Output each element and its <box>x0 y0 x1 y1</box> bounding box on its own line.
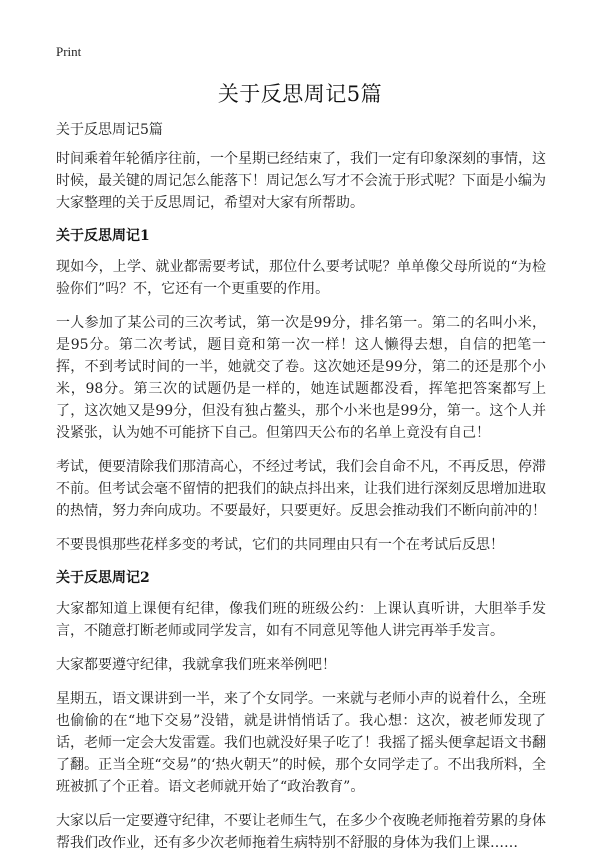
section-heading-2: 关于反思周记2 <box>56 570 150 586</box>
print-link[interactable]: Print <box>56 44 82 59</box>
section-2-paragraph-1: 大家都知道上课便有纪律，像我们班的班级公约：上课认真听讲，大胆举手发言，不随意打断老师或同学发言，如有不同意见等他人讲完再举手发言。 <box>56 601 546 639</box>
section-1-paragraph-1: 现如今，上学、就业都需要考试，那位什么要考试呢？单单像父母所说的“为检验你们”吗？不，它还有一个更重要的作用。 <box>56 259 546 297</box>
section-2-paragraph-3: 星期五，语文课讲到一半，来了个女同学。一来就与老师小声的说着什么，全班也偷偷的在“地下交易”没错，就是讲悄悄话了。我心想：这次，被老师发现了话，老师一定会大发雷霆。我们也就没好果子吃了！我摇了摇头便拿起语文书翻了翻。正当全班“交易”的‘热火朝天”的时候，那个女同学走了。不出我所料，全班被抓了个正着。语文老师就开始了“政治教育”。 <box>56 691 546 795</box>
section-heading-1: 关于反思周记1 <box>56 228 150 244</box>
section-1-paragraph-4: 不要畏惧那些花样多变的考试，它们的共同理由只有一个在考试后反思！ <box>56 537 504 553</box>
section-2-paragraph-4: 大家以后一定要遵守纪律，不要让老师生气，在多少个夜晚老师拖着劳累的身体帮我们改作业，还有多少次老师拖着生病特别不舒服的身体为我们上课…… <box>56 813 546 851</box>
intro-paragraph: 时间乘着年轮循序往前，一个星期已经结束了，我们一定有印象深刻的事情，这时候，最关键的周记怎么能落下！周记怎么写才不会流于形式呢？下面是小编为大家整理的关于反思周记，希望对大家有所帮助。 <box>56 151 546 211</box>
section-1-paragraph-3: 考试，便要清除我们那清高心，不经过考试，我们会自命不凡，不再反思，停滞不前。但考试会毫不留情的把我们的缺点抖出来，让我们进行深刻反思增加进取的热情，努力奔向成功。不要最好，只要更好。反思会推动我们不断向前冲的！ <box>56 459 546 519</box>
page-title: 关于反思周记5篇 <box>217 82 383 106</box>
section-1-paragraph-2: 一人参加了某公司的三次考试，第一次是99分，排名第一。第二的名叫小米，是95分。第二次考试，题目竟和第一次一样！这人懒得去想，自信的把笔一挥，不到考试时间的一半，她就交了卷。这次她还是99分，第二的还是那个小米，98分。第三次的试题仍是一样的，她连试题都没看，挥笔把答案都写上了，这次她又是99分，但没有独占鳌头，那个小米也是99分，第一。这个人并没紧张，认为她不可能挤下自己。但第四天公布的名单上竟没有自己！ <box>56 315 546 441</box>
document-content <box>56 148 546 866</box>
document-subtitle: 关于反思周记5篇 <box>56 122 163 138</box>
section-2-paragraph-2: 大家都要遵守纪律，我就拿我们班来举例吧！ <box>56 657 336 673</box>
